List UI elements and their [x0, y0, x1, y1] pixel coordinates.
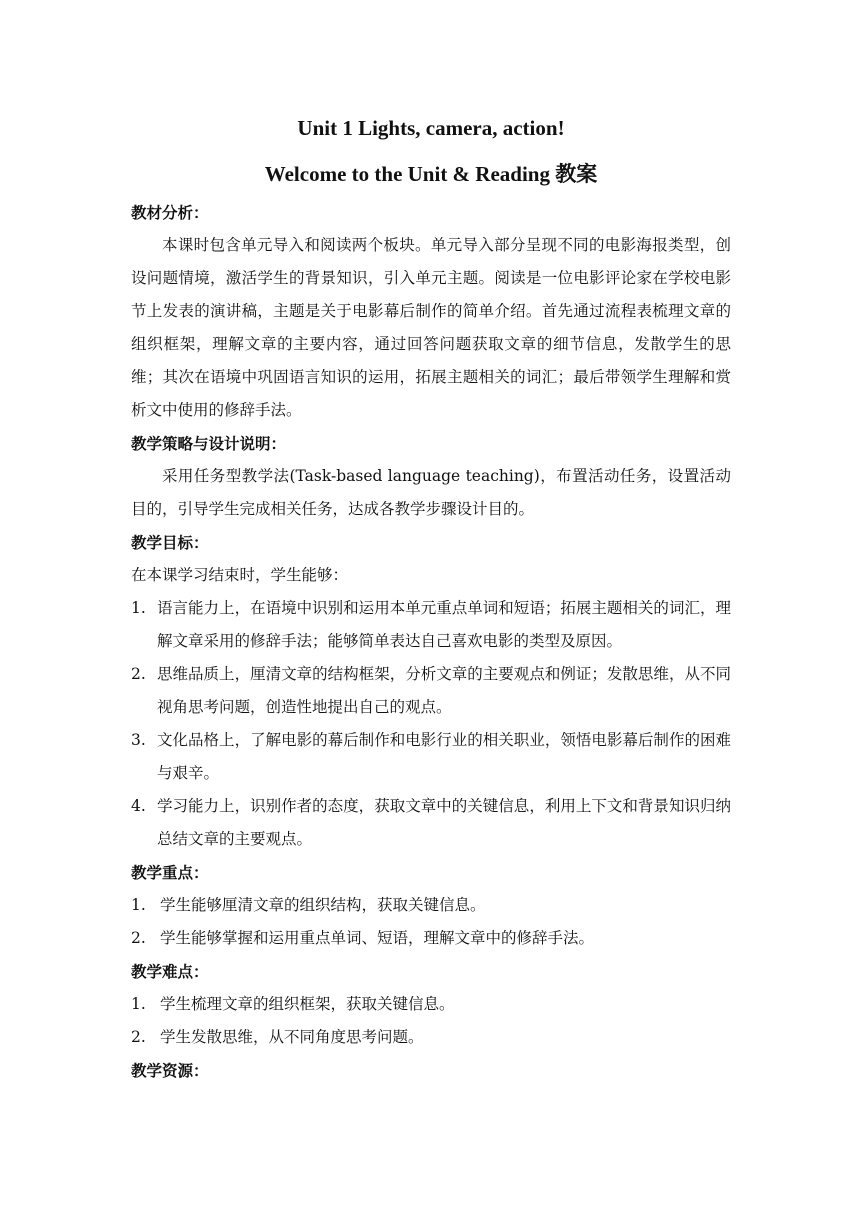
section-heading-strategy: 教学策略与设计说明： [131, 434, 287, 453]
section-strategy [131, 427, 731, 526]
section-heading-key-points: 教学重点： [131, 863, 209, 882]
list-item-number: 1. [131, 896, 146, 914]
list-item-text: 语言能力上，在语境中识别和运用本单元重点单词和短语；拓展主题相关的词汇，理解文章采用的修辞手法；能够简单表达自己喜欢电影的类型及原因。 [157, 599, 731, 650]
list-item-text: 学习能力上，识别作者的态度，获取文章中的关键信息，利用上下文和背景知识归纳总结文章的主要观点。 [157, 797, 731, 848]
list-item [131, 658, 731, 724]
list-item-text: 学生梳理文章的组织框架，获取关键信息。 [160, 995, 455, 1013]
section-resources [131, 1054, 731, 1087]
list-item-number: 2. [131, 1028, 146, 1046]
objectives-intro: 在本课学习结束时，学生能够： [131, 566, 349, 584]
document-title: Unit 1 Lights, camera, action! [297, 116, 565, 140]
list-item [131, 988, 731, 1021]
list-item-number: 4. [131, 797, 146, 815]
list-item [131, 889, 731, 922]
list-item [131, 592, 731, 658]
list-item [131, 724, 731, 790]
list-item-number: 1. [131, 599, 146, 617]
list-item-text: 学生发散思维，从不同角度思考问题。 [160, 1028, 424, 1046]
list-item-number: 2. [131, 929, 146, 947]
list-item-text: 学生能够掌握和运用重点单词、短语，理解文章中的修辞手法。 [160, 929, 595, 947]
objectives-list [131, 592, 731, 856]
section-paragraph-analysis: 本课时包含单元导入和阅读两个板块。单元导入部分呈现不同的电影海报类型，创设问题情境，激活学生的背景知识，引入单元主题。阅读是一位电影评论家在学校电影节上发表的演讲稿，主题是关于电影幕后制作的简单介绍。首先通过流程表梳理文章的组织框架，理解文章的主要内容，通过回答问题获取文章的细节信息，发散学生的思维；其次在语境中巩固语言知识的运用，拓展主题相关的词汇；最后带领学生理解和赏析文中使用的修辞手法。 [131, 236, 731, 419]
section-paragraph-strategy: 采用任务型教学法(Task-based language teaching)，布置活动任务，设置活动目的，引导学生完成相关任务，达成各教学步骤设计目的。 [131, 467, 731, 518]
section-difficulties [131, 955, 731, 1054]
section-objectives [131, 526, 731, 856]
section-heading-difficulties: 教学难点： [131, 962, 209, 981]
section-heading-analysis: 教材分析： [131, 203, 209, 222]
list-item-text: 学生能够厘清文章的组织结构，获取关键信息。 [160, 896, 486, 914]
list-item [131, 1021, 731, 1054]
key-points-list [131, 889, 731, 955]
section-heading-resources: 教学资源： [131, 1061, 209, 1080]
list-item-number: 3. [131, 731, 146, 749]
list-item-text: 思维品质上，厘清文章的结构框架，分析文章的主要观点和例证；发散思维，从不同视角思考问题，创造性地提出自己的观点。 [157, 665, 731, 716]
list-item-text: 文化品格上，了解电影的幕后制作和电影行业的相关职业，领悟电影幕后制作的困难与艰辛。 [157, 731, 731, 782]
document-subtitle: Welcome to the Unit & Reading 教案 [264, 162, 598, 186]
list-item-number: 1. [131, 995, 146, 1013]
section-analysis [131, 196, 731, 427]
document-page [131, 112, 731, 1087]
list-item [131, 790, 731, 856]
list-item-number: 2. [131, 665, 146, 683]
list-item [131, 922, 731, 955]
section-key-points [131, 856, 731, 955]
difficulties-list [131, 988, 731, 1054]
section-heading-objectives: 教学目标： [131, 533, 209, 552]
